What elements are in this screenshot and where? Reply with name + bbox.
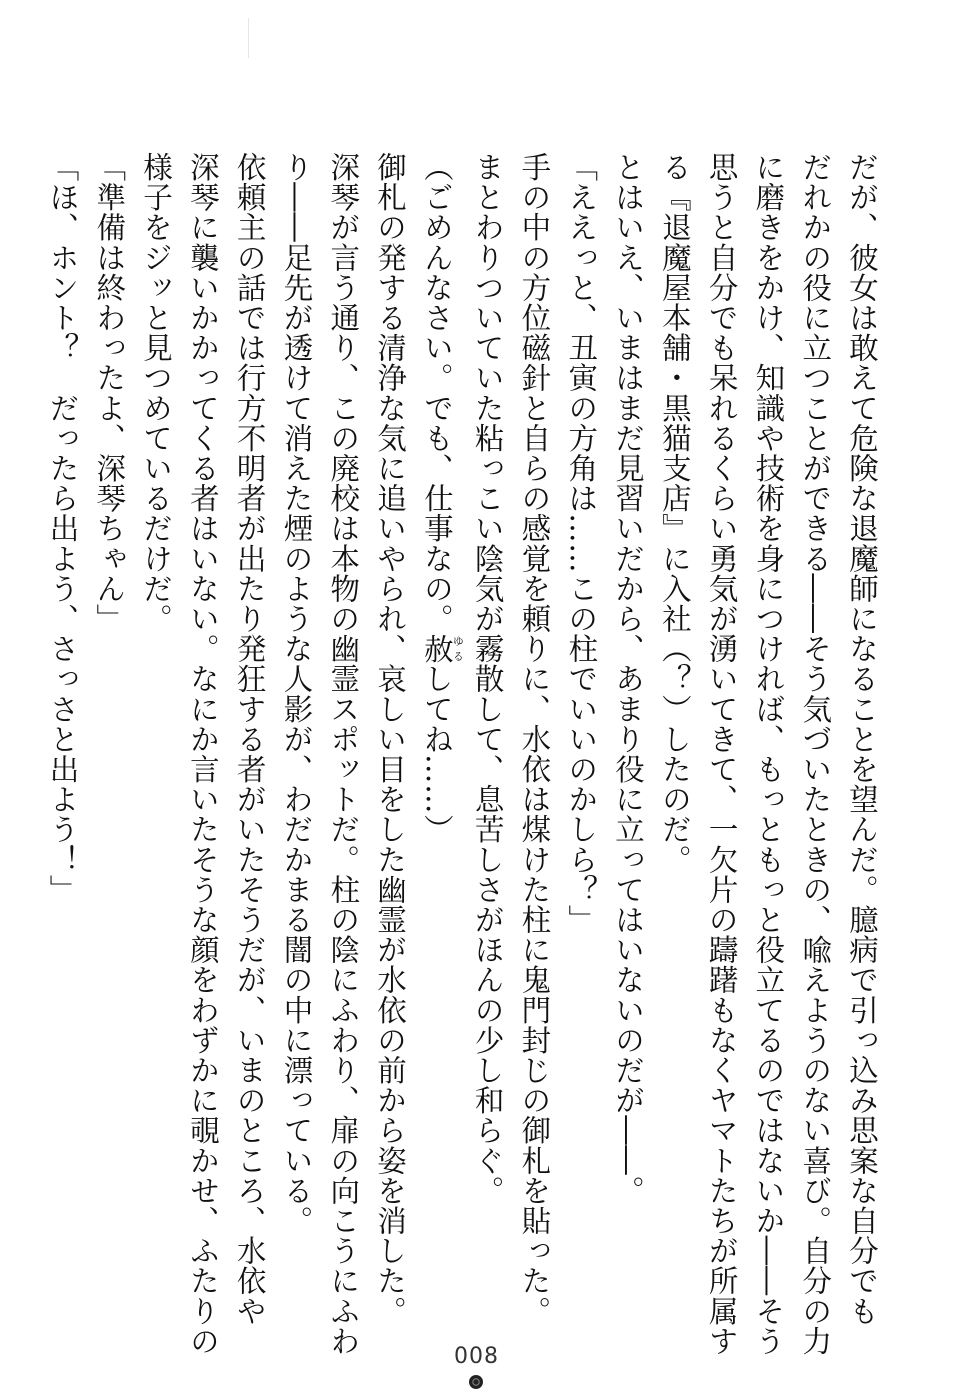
page-marker-icon [468,1374,484,1390]
binding-mark [248,18,249,58]
dialogue-line: 「ほ、ホント？ だったら出よう、さっさと出よう！」 [45,152,80,905]
text-line: とはいえ、いまはまだ見習いだから、あまり役に立ってはいないのだが――。 [611,152,646,1206]
thought-line [413,152,464,1307]
thought-line-before-ruby: （ごめんなさい。でも、仕事なの。 [419,152,454,634]
text-line: だれかの役に立つことができる――そう気づいたときの、喩えようのない喜び。自分の力 [798,152,833,1356]
dialogue-line: 「準備は終わったよ、深琴ちゃん」 [92,152,127,634]
dialogue-line: 「ええっと、丑寅の方角は……この柱でいいのかしら？」 [564,152,599,935]
text-line: だが、彼女は敢えて危険な退魔師になることを望んだ。臆病で引っ込み思案な自分でも [845,152,879,1326]
body-text [39,152,885,1356]
text-line: り――足先が透けて消えた煙のような人影が、わだかまる闇の中に漂っている。 [279,152,314,1236]
page-number: 008 [454,1344,499,1369]
ruby-reading: ゆる [451,633,465,664]
text-line: 思うと自分でも呆れるくらい勇気が湧いてきて、一欠片の躊躇もなくヤマトたちが所属す [704,152,739,1356]
text-line: に磨きをかけ、知識や技術を身につければ、もっともっと役立てるのではないか――そう [751,152,786,1356]
text-line: 依頼主の話では行方不明者が出たり発狂する者がいたそうだが、いまのところ、水依や [232,152,267,1326]
text-line: る『退魔屋本舗・黒猫支店』に入社（？）したのだ。 [657,152,692,875]
text-line: 様子をジッと見つめているだけだ。 [139,152,174,634]
text-line: 手の中の方位磁針と自らの感覚を頼りに、水依は煤けた柱に鬼門封じの御札を貼った。 [517,152,552,1326]
ruby-annotation: 赦ゆる [419,633,465,664]
thought-line-after-ruby: してね……） [419,663,454,845]
text-line: まとわりついていた粘っこい陰気が霧散して、息苦しさがほんの少し和らぐ。 [470,152,505,1206]
text-line: 深琴が言う通り、この廃校は本物の幽霊スポットだ。柱の陰にふわり、扉の向こうにふわ [326,152,361,1356]
text-line: 御札の発する清浄な気に追いやられ、哀しい目をした幽霊が水依の前から姿を消した。 [373,152,408,1326]
text-line: 深琴に襲いかかってくる者はいない。なにか言いたそうな顔をわずかに覗かせ、ふたりの [185,152,220,1356]
